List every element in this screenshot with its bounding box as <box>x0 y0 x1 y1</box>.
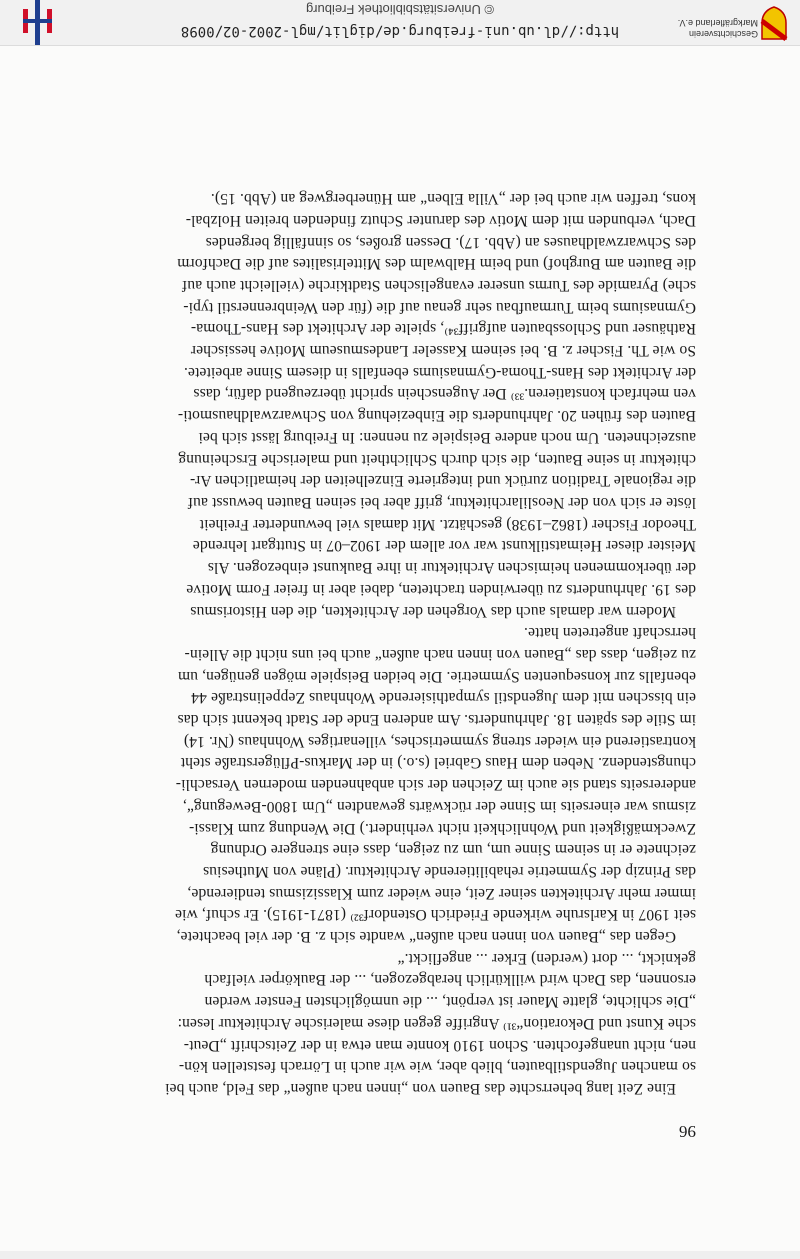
text-line: Modern war damals auch das Vorgehen der Architekten, die den Historismus <box>190 602 676 620</box>
top-strip <box>0 1251 800 1259</box>
text-line: zeichnete er in seinem Sinne um, um zu zeigen, dass eine strengere Ordnung <box>210 841 696 859</box>
text-line: des 19. Jahrhunderts zu überwinden trachteten, dabei aber in freier Form Motive <box>186 580 696 598</box>
university-logo-icon <box>18 0 58 45</box>
text-line: ein bisschen mit dem Jugendstil sympathisierende Wohnhaus Zeppelinstraße 44 <box>191 689 696 707</box>
text-line: kons, treffen wir auch bei der „Villa Elben“ am Hünerbergweg an (Abb. 15). <box>210 190 696 208</box>
text-line: im Stile des späten 18. Jahrhunderts. Am anderen Ende der Stadt bekennt sich das <box>177 711 696 729</box>
text-line: die regionale Tradition zurück und integrierte Einzelheiten der heimatlichen Ar- <box>189 472 696 490</box>
text-line: nen, nicht unangefochten. Schon 1910 konnte man etwa in der Zeitschrift „Deut- <box>183 1036 696 1054</box>
text-line: herrschaft angetreten hatte. <box>523 624 696 642</box>
text-line: der Architekt des Hans-Thoma-Gymnasiums ebenfalls in diesem Sinne arbeitete. <box>183 363 696 381</box>
text-line: Eine Zeit lang beherrschte das Bauen von „innen nach außen“ das Feld, auch bei <box>165 1080 676 1097</box>
text-line: Zweckmäßigkeit und Wohnlichkeit nicht verhindert.) Die Wendung zum Klassi- <box>188 819 696 837</box>
text-line: der überkommenen heimischen Architektur in ihre Baukunst einbezogen. Als <box>207 559 696 577</box>
text-line: löste er sich von der Neoslilarchitektur, griff aber bei seinen Bauten bewusst auf <box>187 494 696 512</box>
society-line-2: Markgräflerland e.V. <box>677 18 758 28</box>
library-credit: © Universitätsbibliothek Freiburg <box>305 2 495 17</box>
text-line: sche) Pyramide des Turms unserer evangelischen Stadtkirche (vielleicht auch auf <box>181 276 696 294</box>
footer-bar <box>0 0 800 46</box>
page-body <box>104 187 696 1099</box>
text-line: chitektur in seine Bauten, die sich durch Schlichtheit und malerische Erscheinung <box>178 450 696 468</box>
text-line: chungstendenz. Neben dem Haus Gabriel (s.o.) in der Markus-Pflügerstraße steht <box>180 754 696 772</box>
text-line: ebenfalls zur konsequenten Symmetrie. Die beiden Beispiele mögen genügen, um <box>177 667 696 685</box>
text-line: Theodor Fischer (1862–1938) geschätzt. Mit damals viel bewunderter Freiheit <box>199 515 696 533</box>
text-line: das Prinzip der Symmetrie rehabilitierende Architektur. (Pläne von Muthesius <box>202 862 696 880</box>
text-line: andererseits stand sie auch im Zeichen der sich anbahnenden modernen Versachli- <box>175 776 696 794</box>
text-line: so manchen Jugendstilbauten, blieb aber, wie wir auch in Lörrach feststellen kön- <box>178 1058 696 1076</box>
society-name <box>668 17 758 39</box>
text-line: auszeichneten. Um noch andere Beispiele zu nennen: In Freiburg lässt sich bei <box>198 428 696 446</box>
coat-of-arms-icon <box>760 5 788 41</box>
document-url[interactable]: http://dl.ub.uni-freiburg.de/diglit/mgl-2002-02/0098 <box>180 23 620 39</box>
text-line: ven mehrfach konstatieren.³³⁾ Der Augenschein spricht überzeugend dafür, dass <box>193 385 696 403</box>
text-line: Gegen das „Bauen von innen nach außen“ wandte sich z. B. der viel beachtete, <box>176 928 676 946</box>
text-line: zismus war einerseits im Sinne der rückwärts gewandten „Um 1800-Bewegung“, <box>182 797 696 815</box>
text-line: Gymnasiums beim Turmaufbau sehr genau auf die (für den Weinbrennerstil typi- <box>183 298 696 316</box>
text-line: geknickt, ... dort (werden) Erker ... angeflickt.“ <box>397 949 696 967</box>
text-line: ersonnen, das Dach wird willkürlich herabgezogen, ... der Baukörper vielfach <box>204 971 696 989</box>
text-line: Meister dieser Heimatstilkunst war vor allem der 1902–07 in Stuttgart lehrende <box>192 537 696 555</box>
text-line: die Bauten am Burghof) und beim Halbwalm des Mittelrisalites auf die Dachform <box>177 255 696 273</box>
text-line: Bauten des frühen 20. Jahrhunderts die Einbeziehung von Schwarzwaldhausmoti- <box>177 407 696 425</box>
text-lines <box>104 187 696 1099</box>
text-line: Dach, verbunden mit dem Motiv des darunter Schutz findenden breiten Holzbal- <box>185 211 696 229</box>
text-line: kontrastierend ein wieder streng symmetrisches, villenartiges Wohnhaus (Nr. 14) <box>183 732 696 750</box>
text-line: So wie Th. Fischer z. B. bei seinem Kasseler Landesmuseum Motive hessischer <box>190 342 696 360</box>
text-line: immer mehr Architekten seiner Zeit, eine wieder zum Klassizismus tendierende, <box>187 884 696 902</box>
text-line: zu zeigen, dass das „Bauen von innen nach außen“ auch bei uns nicht die Allein- <box>184 645 696 663</box>
text-line: des Schwarzwaldhauses an (Abb. 17). Dessen großes, so sinnfällig bergendes <box>205 233 696 251</box>
page-number: 96 <box>679 1122 696 1141</box>
text-line: seit 1907 in Karlsruhe wirkende Friedrich Ostendorf³²⁾ (1871-1915). Er schuf, wie <box>174 906 696 924</box>
text-line: „Die schlichte, glatte Mauer ist verpönt, ... die unmöglichsten Fenster werden <box>204 993 696 1011</box>
text-line: sche Kunst und Dekoration“³¹⁾ Angriffe gegen diese malerische Architektur lesen: <box>177 1014 696 1032</box>
text-line: Rathäuser und Schlossbauten aufgriff³⁴⁾, spielte der Architekt des Hans-Thoma- <box>190 320 696 338</box>
society-line-1: Geschichtsverein <box>688 29 758 39</box>
